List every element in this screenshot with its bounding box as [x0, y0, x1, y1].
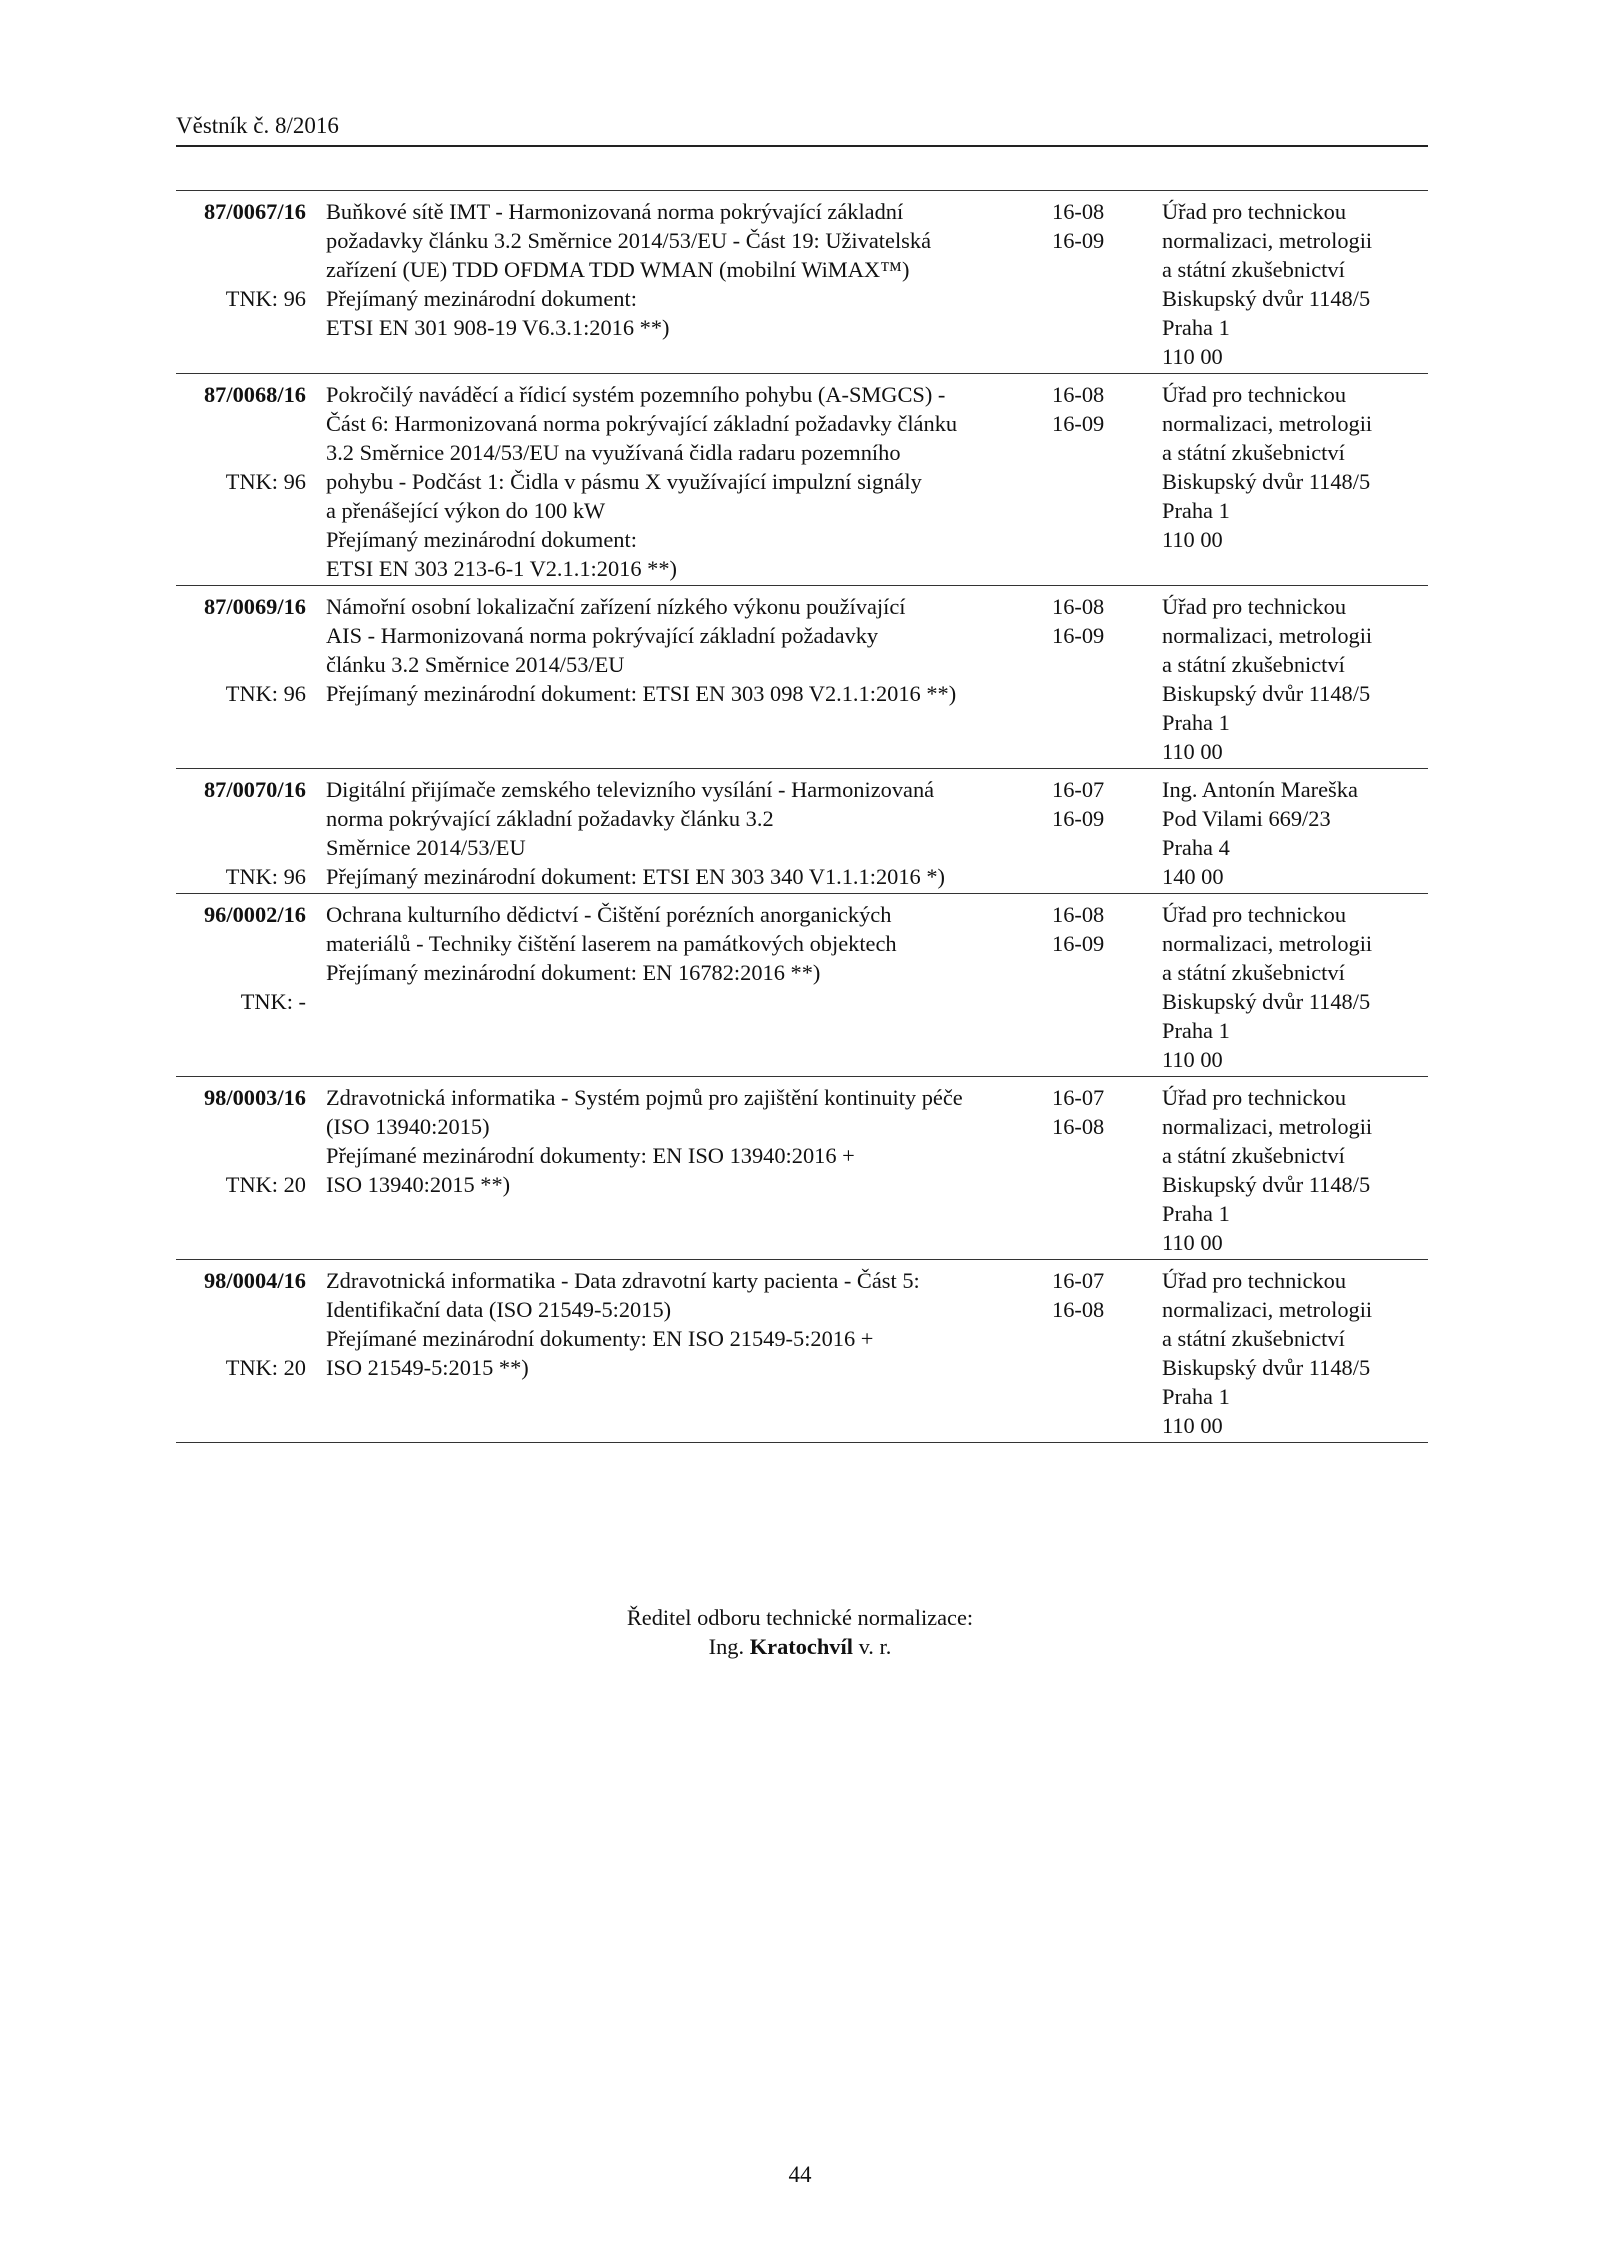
- record-title-line: ETSI EN 303 213-6-1 V2.1.1:2016 **): [326, 556, 677, 581]
- signature-prefix: Ing.: [708, 1634, 745, 1659]
- record-address-line: 110 00: [1162, 1413, 1223, 1438]
- record-date: 16-07: [1052, 777, 1105, 802]
- record-row: [176, 893, 1428, 1076]
- record-address-line: Úřad pro technickou: [1162, 382, 1347, 407]
- record-address-line: Praha 1: [1162, 1018, 1230, 1043]
- record-title-line: ISO 13940:2015 **): [326, 1172, 511, 1197]
- record-address: [1148, 900, 1428, 1074]
- record-title-line: materiálů - Techniky čištění laserem na památkových objektech: [326, 931, 897, 956]
- record-id-cell: [176, 1083, 316, 1257]
- record-address-line: 140 00: [1162, 864, 1224, 889]
- record-date: 16-09: [1052, 623, 1105, 648]
- record-address-line: Úřad pro technickou: [1162, 1085, 1347, 1110]
- record-title-line: Část 6: Harmonizovaná norma pokrývající základní požadavky článku: [326, 411, 958, 436]
- record-title-line: (ISO 13940:2015): [326, 1114, 490, 1139]
- record-address-line: 110 00: [1162, 344, 1223, 369]
- record-address-line: a státní zkušebnictví: [1162, 1143, 1345, 1168]
- record-address-line: Biskupský dvůr 1148/5: [1162, 681, 1371, 706]
- record-address-line: Praha 1: [1162, 498, 1230, 523]
- record-date: 16-08: [1052, 902, 1105, 927]
- record-title-line: Přejímaný mezinárodní dokument: ETSI EN 303 340 V1.1.1:2016 *): [326, 864, 945, 889]
- record-title: [316, 775, 1036, 891]
- record-id-cell: [176, 197, 316, 371]
- record-row: [176, 585, 1428, 768]
- record-address-line: 110 00: [1162, 739, 1223, 764]
- record-address-line: Ing. Antonín Mareška: [1162, 777, 1358, 802]
- record-address: [1148, 197, 1428, 371]
- record-address-line: a státní zkušebnictví: [1162, 257, 1345, 282]
- record-address-line: Praha 1: [1162, 315, 1230, 340]
- record-address-line: 110 00: [1162, 1047, 1223, 1072]
- record-tnk: TNK: 96: [225, 864, 306, 889]
- record-dates: [1036, 592, 1148, 766]
- record-address-line: Biskupský dvůr 1148/5: [1162, 1355, 1371, 1380]
- record-title: [316, 592, 1036, 766]
- signature-block: [0, 1603, 1600, 1661]
- record-row: [176, 768, 1428, 893]
- record-title-line: zařízení (UE) TDD OFDMA TDD WMAN (mobilní WiMAX™): [326, 257, 910, 282]
- record-id: 98/0004/16: [203, 1268, 306, 1293]
- record-tnk: TNK: 96: [225, 286, 306, 311]
- record-address-line: Pod Vilami 669/23: [1162, 806, 1331, 831]
- record-dates: [1036, 197, 1148, 371]
- signature-suffix: v. r.: [858, 1634, 892, 1659]
- record-address-line: normalizaci, metrologii: [1162, 931, 1373, 956]
- record-tnk: TNK: 96: [225, 469, 306, 494]
- record-address-line: Praha 1: [1162, 710, 1230, 735]
- record-title-line: Námořní osobní lokalizační zařízení nízkého výkonu používající: [326, 594, 906, 619]
- record-dates: [1036, 1266, 1148, 1440]
- record-address-line: normalizaci, metrologii: [1162, 1297, 1373, 1322]
- record-title-line: Ochrana kulturního dědictví - Čištění porézních anorganických: [326, 902, 892, 927]
- record-title-line: Přejímaný mezinárodní dokument:: [326, 286, 637, 311]
- record-date: 16-08: [1052, 199, 1105, 224]
- page-number: 44: [788, 2162, 812, 2187]
- record-title-line: Buňkové sítě IMT - Harmonizovaná norma pokrývající základní: [326, 199, 904, 224]
- record-address-line: a státní zkušebnictví: [1162, 960, 1345, 985]
- record-id: 87/0069/16: [203, 594, 306, 619]
- record-id: 87/0070/16: [203, 777, 306, 802]
- record-title-line: Pokročilý naváděcí a řídicí systém pozemního pohybu (A-SMGCS) -: [326, 382, 946, 407]
- record-date: 16-09: [1052, 806, 1105, 831]
- record-title-line: ETSI EN 301 908-19 V6.3.1:2016 **): [326, 315, 670, 340]
- record-title-line: AIS - Harmonizovaná norma pokrývající základní požadavky: [326, 623, 879, 648]
- signature-name: Kratochvíl: [749, 1634, 853, 1659]
- record-title: [316, 1266, 1036, 1440]
- record-title-line: požadavky článku 3.2 Směrnice 2014/53/EU - Část 19: Uživatelská: [326, 228, 932, 253]
- record-date: 16-07: [1052, 1085, 1105, 1110]
- record-title-line: a přenášející výkon do 100 kW: [326, 498, 606, 523]
- record-title: [316, 380, 1036, 583]
- journal-title: Věstník č. 8/2016: [176, 113, 339, 138]
- record-date: 16-09: [1052, 411, 1105, 436]
- signature-role: Ředitel odboru technické normalizace:: [626, 1605, 974, 1630]
- page-header: [176, 112, 339, 140]
- record-id: 87/0067/16: [203, 199, 306, 224]
- record-date: 16-08: [1052, 594, 1105, 619]
- record-row: [176, 191, 1428, 373]
- record-title-line: Digitální přijímače zemského televizního vysílání - Harmonizovaná: [326, 777, 935, 802]
- record-id-cell: [176, 380, 316, 583]
- record-address-line: a státní zkušebnictví: [1162, 440, 1345, 465]
- record-title-line: Přejímaný mezinárodní dokument: EN 16782:2016 **): [326, 960, 821, 985]
- record-row: [176, 1259, 1428, 1442]
- record-id: 87/0068/16: [203, 382, 306, 407]
- record-title: [316, 1083, 1036, 1257]
- record-address-line: Biskupský dvůr 1148/5: [1162, 286, 1371, 311]
- record-date: 16-08: [1052, 382, 1105, 407]
- record-date: 16-09: [1052, 228, 1105, 253]
- record-id-cell: [176, 1266, 316, 1440]
- record-title-line: článku 3.2 Směrnice 2014/53/EU: [326, 652, 625, 677]
- record-title-line: Přejímané mezinárodní dokumenty: EN ISO 21549-5:2016 +: [326, 1326, 874, 1351]
- record-title-line: 3.2 Směrnice 2014/53/EU na využívaná čidla radaru pozemního: [326, 440, 901, 465]
- record-title-line: Přejímaný mezinárodní dokument: ETSI EN 303 098 V2.1.1:2016 **): [326, 681, 957, 706]
- record-address-line: Úřad pro technickou: [1162, 594, 1347, 619]
- record-title-line: Zdravotnická informatika - Systém pojmů pro zajištění kontinuity péče: [326, 1085, 963, 1110]
- records-table: [176, 190, 1428, 1443]
- record-address-line: normalizaci, metrologii: [1162, 623, 1373, 648]
- record-title: [316, 197, 1036, 371]
- record-title-line: Identifikační data (ISO 21549-5:2015): [326, 1297, 672, 1322]
- record-id: 98/0003/16: [203, 1085, 306, 1110]
- record-address: [1148, 775, 1428, 891]
- record-dates: [1036, 900, 1148, 1074]
- record-address-line: Úřad pro technickou: [1162, 199, 1347, 224]
- record-address-line: Úřad pro technickou: [1162, 1268, 1347, 1293]
- record-row: [176, 1076, 1428, 1259]
- record-title-line: Zdravotnická informatika - Data zdravotní karty pacienta - Část 5:: [326, 1268, 920, 1293]
- record-address-line: a státní zkušebnictví: [1162, 652, 1345, 677]
- record-tnk: TNK: 96: [225, 681, 306, 706]
- record-title-line: Přejímaný mezinárodní dokument:: [326, 527, 637, 552]
- record-address-line: Úřad pro technickou: [1162, 902, 1347, 927]
- record-id-cell: [176, 592, 316, 766]
- record-id: 96/0002/16: [203, 902, 306, 927]
- header-rule: [176, 145, 1428, 147]
- record-dates: [1036, 1083, 1148, 1257]
- record-tnk: TNK: -: [240, 989, 306, 1014]
- record-date: 16-08: [1052, 1114, 1105, 1139]
- record-title-line: Směrnice 2014/53/EU: [326, 835, 526, 860]
- record-address-line: Praha 4: [1162, 835, 1230, 860]
- record-row: [176, 373, 1428, 585]
- record-title-line: pohybu - Podčást 1: Čidla v pásmu X využívající impulzní signály: [326, 469, 922, 494]
- record-address-line: Biskupský dvůr 1148/5: [1162, 469, 1371, 494]
- record-tnk: TNK: 20: [225, 1355, 306, 1380]
- record-address-line: Praha 1: [1162, 1201, 1230, 1226]
- record-address-line: 110 00: [1162, 527, 1223, 552]
- record-address-line: normalizaci, metrologii: [1162, 411, 1373, 436]
- record-address: [1148, 592, 1428, 766]
- record-tnk: TNK: 20: [225, 1172, 306, 1197]
- record-address: [1148, 380, 1428, 583]
- record-address-line: Biskupský dvůr 1148/5: [1162, 989, 1371, 1014]
- record-id-cell: [176, 775, 316, 891]
- record-date: 16-08: [1052, 1297, 1105, 1322]
- record-address-line: Praha 1: [1162, 1384, 1230, 1409]
- record-date: 16-07: [1052, 1268, 1105, 1293]
- record-title: [316, 900, 1036, 1074]
- record-date: 16-09: [1052, 931, 1105, 956]
- record-address-line: normalizaci, metrologii: [1162, 228, 1373, 253]
- record-address-line: 110 00: [1162, 1230, 1223, 1255]
- record-address: [1148, 1083, 1428, 1257]
- record-title-line: Přejímané mezinárodní dokumenty: EN ISO 13940:2016 +: [326, 1143, 855, 1168]
- record-address-line: normalizaci, metrologii: [1162, 1114, 1373, 1139]
- record-dates: [1036, 775, 1148, 891]
- record-address: [1148, 1266, 1428, 1440]
- record-id-cell: [176, 900, 316, 1074]
- record-address-line: a státní zkušebnictví: [1162, 1326, 1345, 1351]
- signature-line: [0, 1632, 1600, 1661]
- record-dates: [1036, 380, 1148, 583]
- record-title-line: norma pokrývající základní požadavky článku 3.2: [326, 806, 774, 831]
- record-address-line: Biskupský dvůr 1148/5: [1162, 1172, 1371, 1197]
- record-title-line: ISO 21549-5:2015 **): [326, 1355, 529, 1380]
